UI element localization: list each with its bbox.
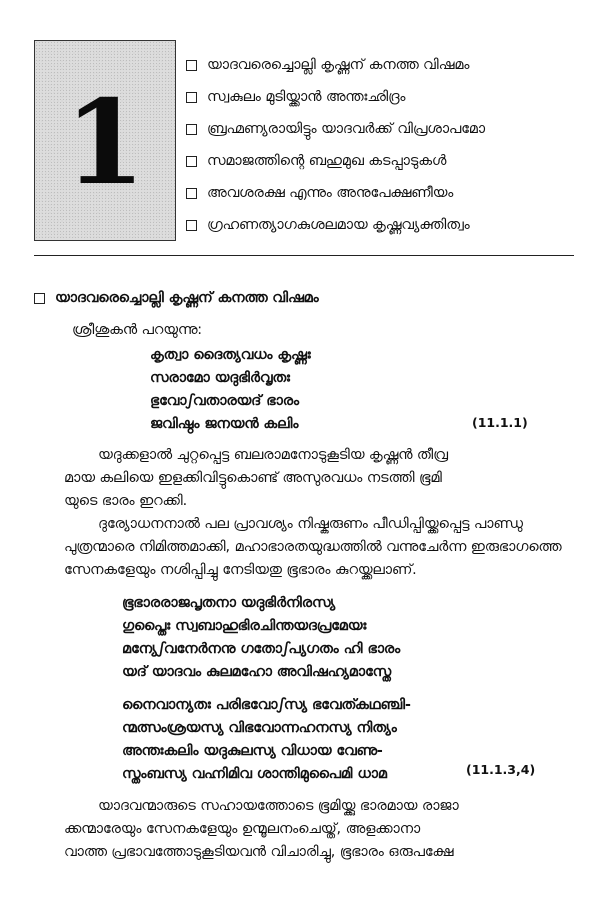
- paragraph-line: യാദവന്മാരുടെ സഹായത്തോടെ ഭൂമിയ്ക്കു ഭാരമായ രാജാ: [98, 798, 459, 814]
- verse-line: ഭുവോഽവതാരയദ് ഭാരം: [150, 393, 299, 409]
- checkbox-square-icon: [186, 220, 197, 231]
- verse-line: ഗുപ്തൈഃ സ്വബാഹുഭിരചിന്തയദപ്രമേയഃ: [122, 618, 367, 634]
- checkbox-square-icon: [34, 293, 45, 304]
- contents-item-label: സമാജത്തിന്റെ ബഹുമുഖ കടപ്പാടുകൾ: [207, 153, 447, 169]
- verse-line: ജവിഷ്ഠം ജനയൻ കലിം: [150, 416, 299, 432]
- verse-line: അന്തഃകലിം യദുകുലസ്യ വിധായ വേണു-: [122, 743, 383, 759]
- verse-block: [150, 344, 311, 436]
- contents-item: [186, 145, 586, 177]
- paragraph-line: സേനകളേയും നശിപ്പിച്ചു നേടിയതു ഭൂഭാരം കുറയ്ക്കലാണ്.: [64, 562, 417, 578]
- contents-item-label: ബ്രഹ്മണ്യരായിട്ടും യാദവർക്ക് വിപ്രശാപമോ: [207, 121, 486, 137]
- speaker-line: ശ്രീശുകൻ പറയുന്നു:: [72, 322, 203, 338]
- checkbox-square-icon: [186, 188, 197, 199]
- verse-block: [122, 694, 411, 786]
- chapter-contents-list: [186, 49, 586, 241]
- contents-item: [186, 113, 586, 145]
- checkbox-square-icon: [186, 156, 197, 167]
- paragraph: [64, 795, 459, 864]
- paragraph-line: ദുര്യോധനനാൽ പല പ്രാവശ്യം നിഷ്കരുണം പീഡിപ്പിയ്ക്കപ്പെട്ട പാണ്ഡു: [98, 516, 523, 532]
- checkbox-square-icon: [186, 92, 197, 103]
- contents-item-label: അവശരക്ഷ എന്നും അനുപേക്ഷണീയം: [207, 185, 454, 201]
- paragraph-line: വാത്ത പ്രഭാവത്തോടുകൂടിയവൻ വിചാരിച്ചു, ഭൂഭാരം ഒരുപക്ഷേ: [64, 844, 454, 860]
- verse-line: മന്യേഽവനേർനനു ഗതോഽപ്യഗതം ഹി ഭാരം: [122, 641, 401, 657]
- paragraph-line: യുടെ ഭാരം ഇറക്കി.: [64, 493, 188, 509]
- verse-line: യദ് യാദവം കുലമഹോ അവിഷഹ്യമാസ്തേ: [122, 664, 391, 680]
- chapter-number-box: [34, 40, 176, 241]
- paragraph-line: മായ കലിയെ ഇളക്കിവിട്ടുകൊണ്ട് അസുരവധം നടത്തി ഭൂമി: [64, 470, 442, 486]
- contents-item-label: യാദവരെച്ചൊല്ലി കൃഷ്ണന് കനത്ത വിഷമം: [207, 57, 470, 73]
- contents-item-label: സ്വകുലം മുടിയ്ക്കാൻ അന്തഃഛിദ്രം: [207, 89, 406, 105]
- contents-item: [186, 49, 586, 81]
- contents-item: [186, 81, 586, 113]
- paragraph: [64, 444, 448, 513]
- verse-line: സ്തംബസ്യ വഹ്നിമിവ ശാന്തിമുപൈമി ധാമ: [122, 766, 387, 782]
- paragraph: [64, 513, 561, 582]
- paragraph-line: യദുക്കളാൽ ചുറ്റപ്പെട്ട ബലരാമനോടുകൂടിയ കൃഷ്ണൻ തീവ്ര: [98, 447, 448, 463]
- verse-line: ന്മത്സംശ്രയസ്യ വിഭവോന്നഹനസ്യ നിത്യം: [122, 720, 397, 736]
- verse-line: സരാമോ യദുഭിർവൃതഃ: [150, 370, 290, 386]
- contents-item-label: ഗ്രഹണത്യാഗകുശലമായ കൃഷ്ണവ്യക്തിത്വം: [207, 217, 470, 233]
- verse-reference: (11.1.1): [472, 415, 528, 430]
- section-divider: [34, 255, 574, 256]
- verse-block: [122, 592, 400, 684]
- paragraph-line: പുത്രന്മാരെ നിമിത്തമാക്കി, മഹാഭാരതയുദ്ധത്തിൽ വന്നുചേർന്ന ഇരുഭാഗത്തെ: [64, 539, 562, 555]
- verse-line: കൃത്വാ ദൈത്യവധം കൃഷ്ണഃ: [150, 347, 311, 363]
- verse-reference: (11.1.3,4): [466, 762, 536, 777]
- section-heading: [34, 290, 319, 306]
- checkbox-square-icon: [186, 124, 197, 135]
- section-heading-text: യാദവരെച്ചൊല്ലി കൃഷ്ണന് കനത്ത വിഷമം: [55, 290, 319, 306]
- verse-line: ഭൂഭാരരാജപൃതനാ യദുഭിർനിരസ്യ: [122, 595, 336, 611]
- contents-item: [186, 209, 586, 241]
- verse-line: നൈവാന്യതഃ പരിഭവോഽസ്യ ഭവേത്കഥഞ്ചി-: [122, 697, 411, 713]
- checkbox-square-icon: [186, 60, 197, 71]
- chapter-number: 1: [64, 75, 146, 211]
- contents-item: [186, 177, 586, 209]
- paragraph-line: ക്കന്മാരേയും സേനകളേയും ഉന്മൂലനംചെയ്ത്, അളക്കാനാ: [64, 821, 421, 837]
